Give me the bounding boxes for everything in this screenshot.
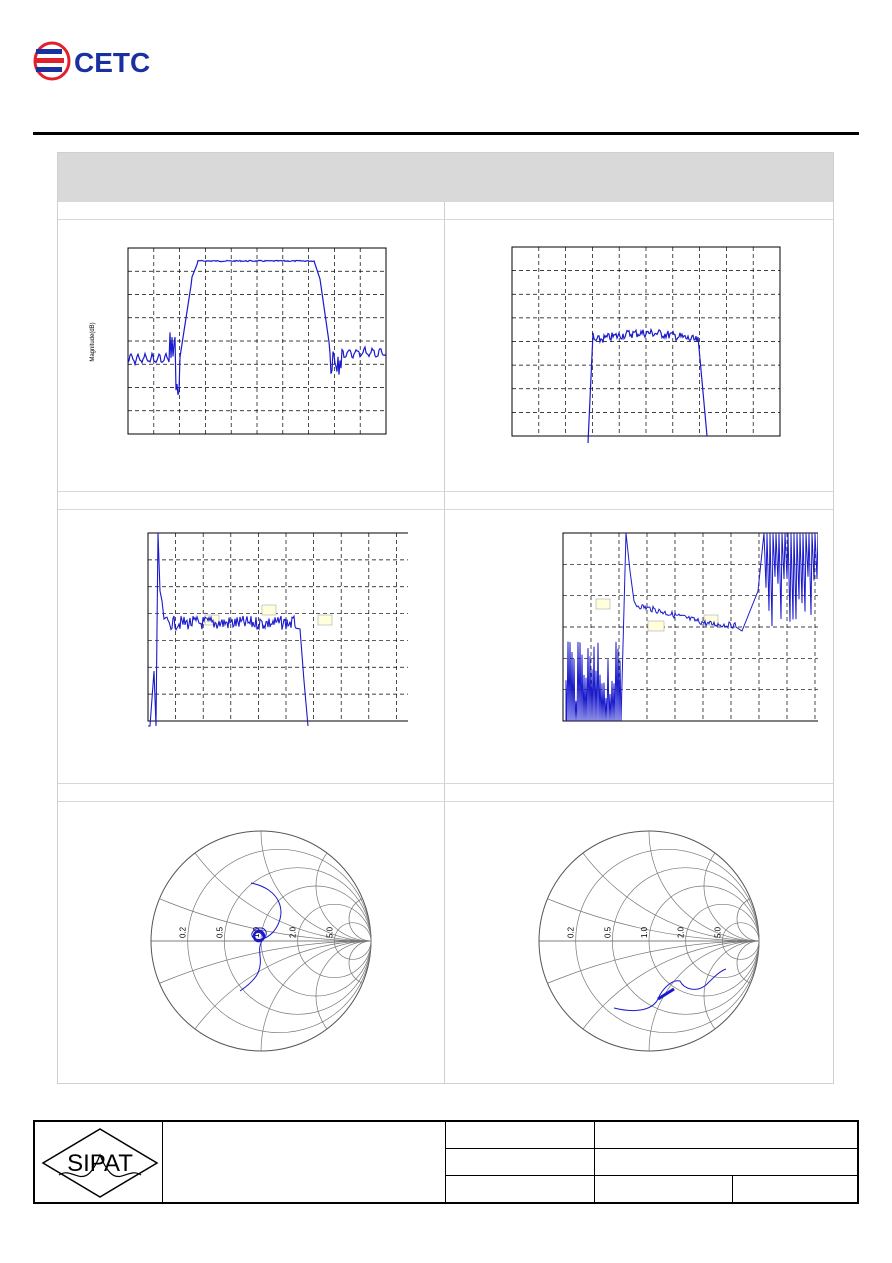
plot-1-ylabel: Magnitude(dB)	[90, 322, 96, 362]
smith-r-label: 0.2	[178, 926, 188, 938]
plot-3-marker-2	[262, 605, 276, 615]
smith-reactance-arc	[539, 823, 764, 941]
footer-divider-2	[445, 1122, 446, 1202]
plot-4-marker-3	[704, 615, 718, 625]
response-sheet	[57, 152, 834, 1084]
smith-reactance-arc	[349, 941, 376, 985]
smith-r-label: 1.0	[640, 926, 649, 938]
column-divider	[444, 201, 445, 1083]
cetc-swirl-icon	[34, 43, 69, 79]
smith-reactance-arc	[539, 941, 764, 1059]
footer-divider-1	[162, 1122, 163, 1202]
smith-r-label: 5.0	[325, 926, 335, 938]
smith-reactance-arc	[261, 941, 376, 1059]
smith-reactance-arc	[349, 897, 376, 941]
plot-3-marker-3	[318, 615, 332, 625]
cetc-logo-text: CETC	[74, 47, 151, 78]
footer-row-line-1	[445, 1148, 857, 1149]
plot-3-chart	[88, 531, 408, 731]
smith-r-label: 0.5	[603, 926, 613, 938]
smith-r-label: 0.2	[566, 926, 576, 938]
sipat-logo	[39, 1125, 161, 1201]
plot-4-marker-2	[648, 621, 664, 631]
smith-reactance-arc	[737, 897, 764, 941]
smith-r-label: 0.5	[215, 926, 225, 938]
smith-reactance-arc	[649, 941, 764, 1059]
footer-row-line-2	[445, 1175, 857, 1176]
plot-2-chart	[498, 237, 798, 443]
footer-title-block	[33, 1120, 859, 1204]
smith-reactance-arc	[649, 823, 764, 941]
plot-4-chart	[478, 531, 818, 731]
plot-3-trace	[148, 533, 308, 726]
row-header-1	[58, 201, 833, 220]
smith-r-label: 5.0	[713, 926, 723, 938]
smith-chart-1	[146, 823, 376, 1059]
row-header-2	[58, 491, 833, 510]
smith-r-label: 1.0	[252, 926, 261, 938]
smith-r-label: 2.0	[288, 926, 298, 938]
smith-reactance-arc	[737, 941, 764, 985]
plot-2-trace	[588, 330, 707, 443]
header-rule	[33, 132, 859, 135]
smith-r-label: 2.0	[676, 926, 686, 938]
footer-divider-3	[594, 1122, 595, 1202]
sipat-logo-text: SIPAT	[67, 1150, 133, 1177]
cetc-logo	[32, 38, 162, 86]
smith-reactance-arc	[151, 823, 376, 941]
plot-4-marker-1	[596, 599, 610, 609]
smith-chart-2	[534, 823, 764, 1059]
footer-divider-4	[732, 1176, 733, 1202]
plot-1-chart	[84, 237, 390, 443]
sheet-title-band	[58, 153, 833, 202]
row-header-3	[58, 783, 833, 802]
smith-reactance-arc	[151, 941, 376, 1059]
